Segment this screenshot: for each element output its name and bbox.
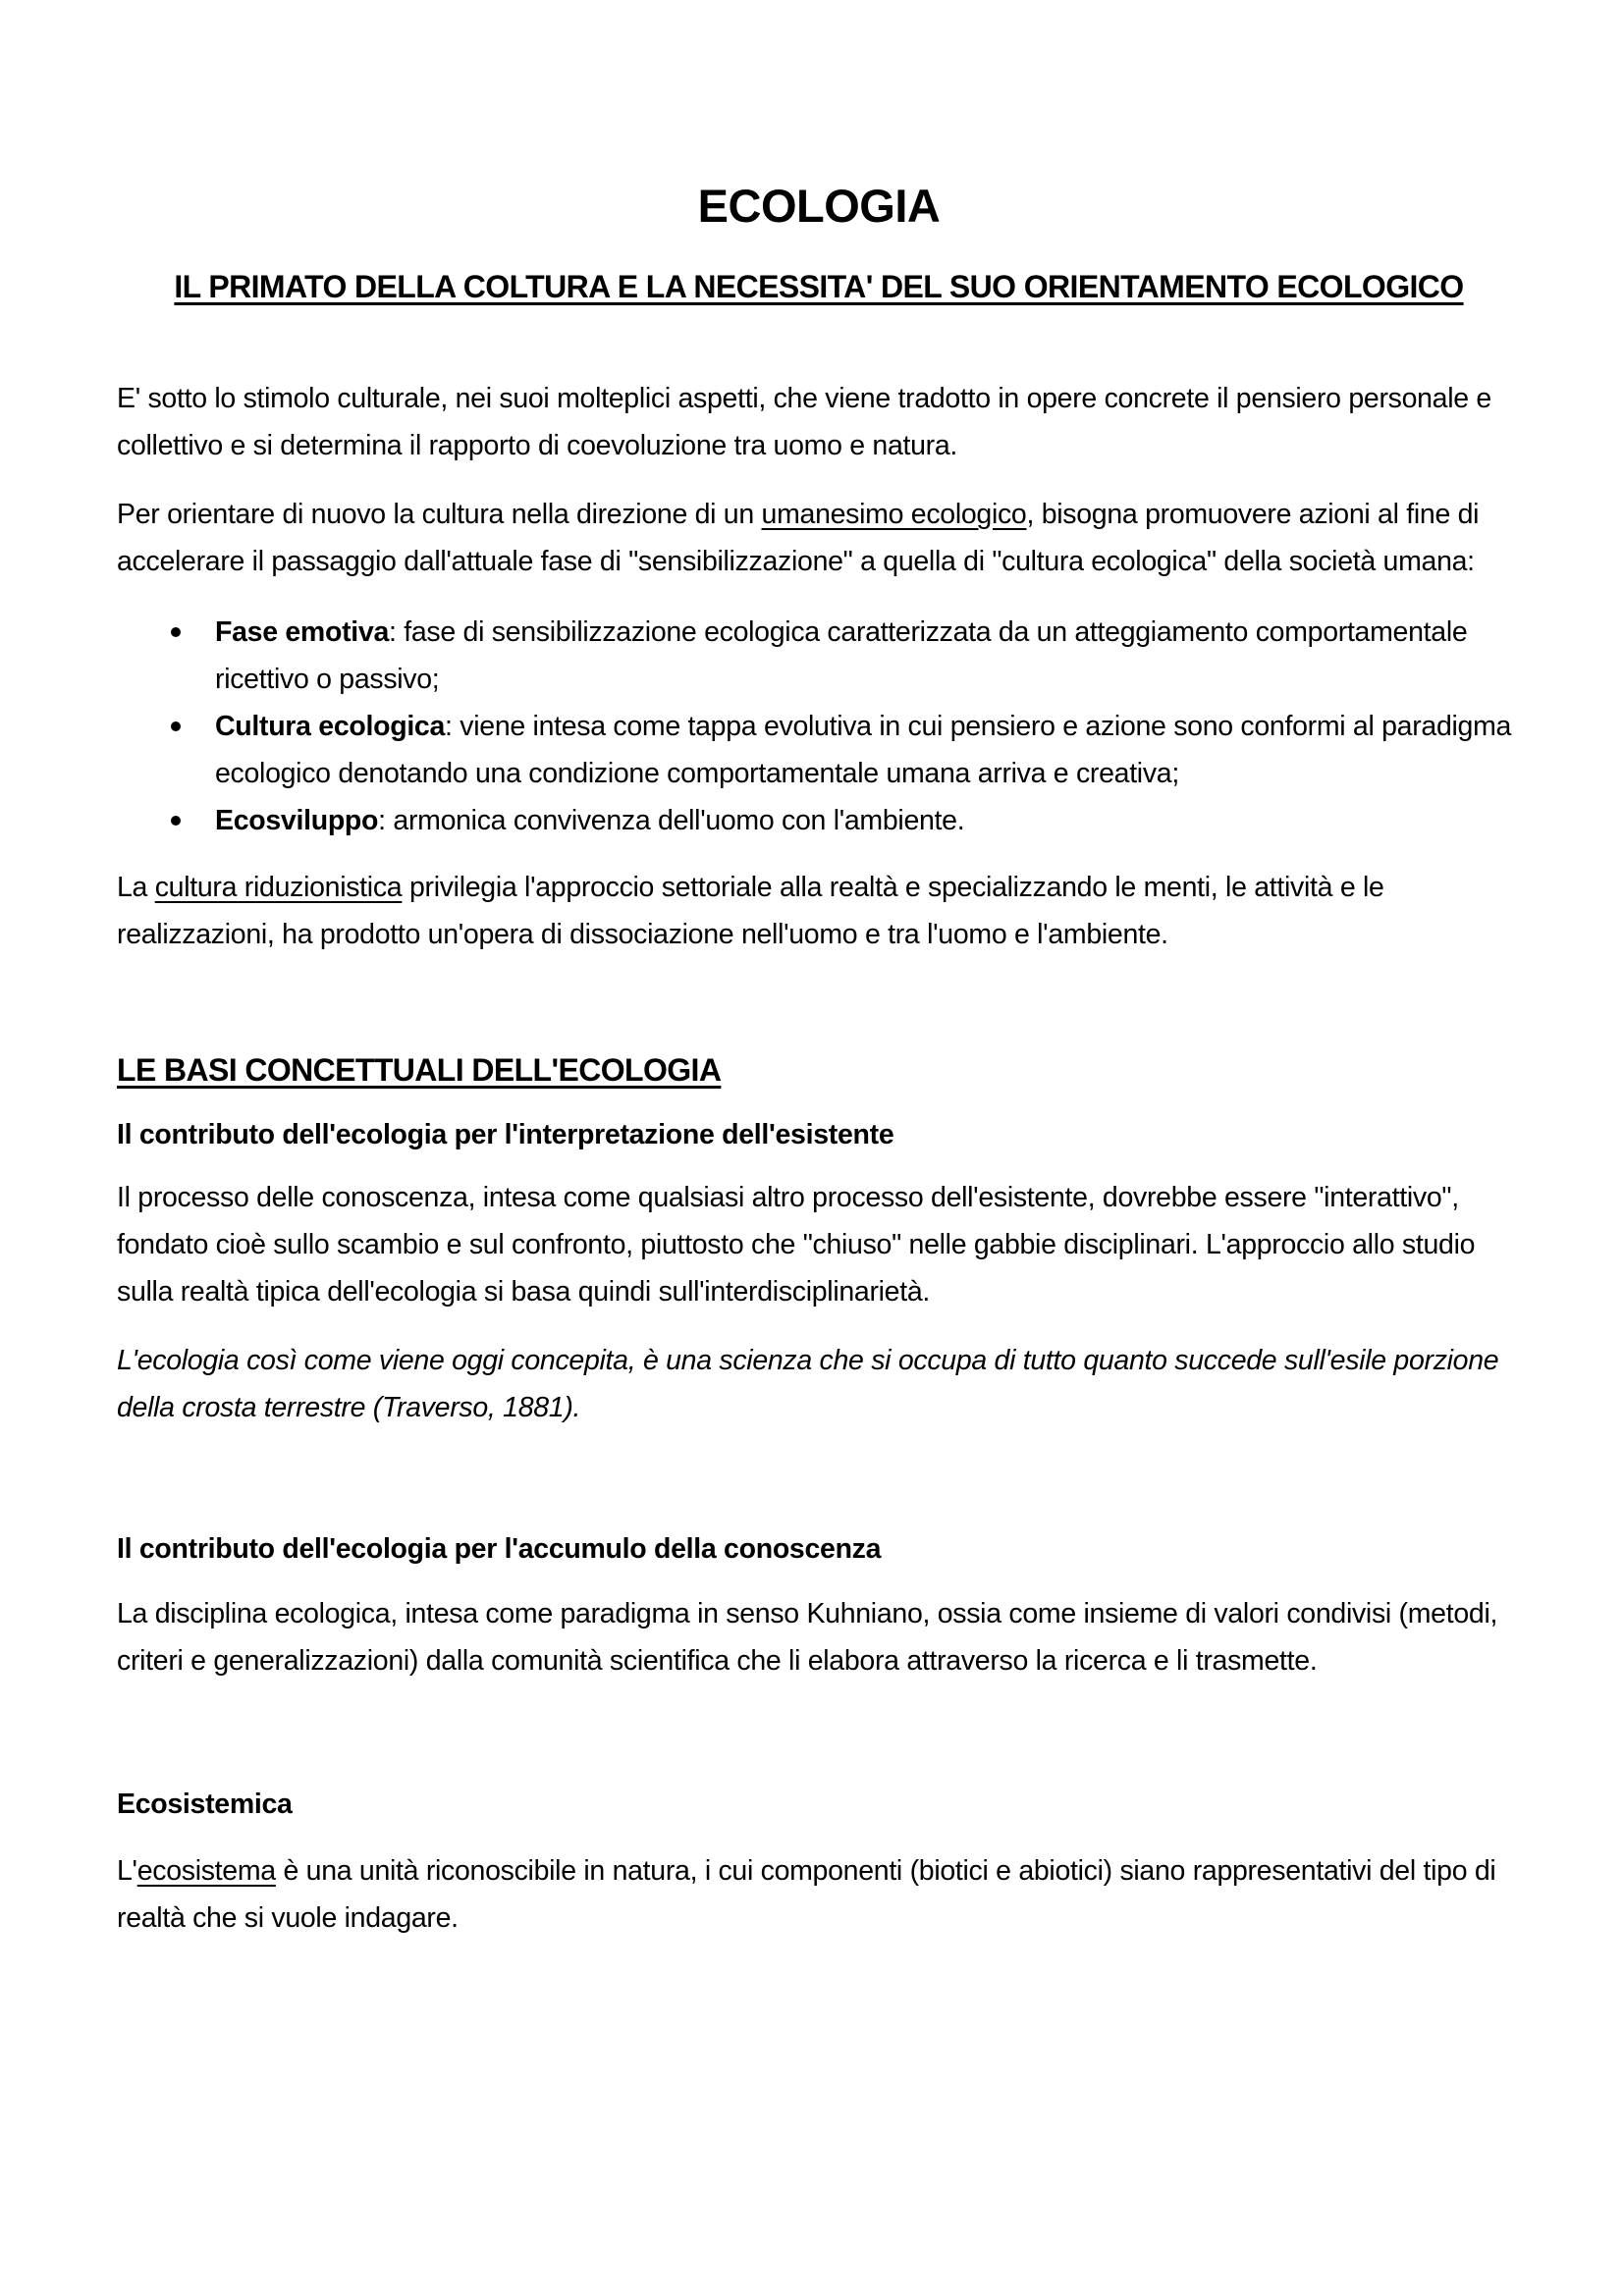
list-item-term: Fase emotiva <box>215 616 389 648</box>
list-item-term: Cultura ecologica <box>215 711 446 742</box>
accumulation-paragraph: La disciplina ecologica, intesa come paradigma in senso Kuhniano, ossia come insieme di valori condivisi (metodi, criteri e generalizzazioni) dalla comunità scientifica che li elabora attraverso la ricerca e li trasmette. <box>117 1598 1498 1677</box>
interpretation-heading: Il contributo dell'ecologia per l'interpretazione dell'esistente <box>117 1119 894 1150</box>
intro-paragraph-2 <box>117 491 1521 585</box>
bullet-icon <box>171 627 181 637</box>
intro-p2-after: , bisogna promuovere azioni al fine di accelerare il passaggio dall'attuale fase di "sensibilizzazione" a quella di "cultura ecologica" della società umana: <box>117 499 1480 577</box>
bullet-icon <box>171 721 181 731</box>
phase-list <box>117 609 1521 844</box>
reduction-paragraph <box>117 864 1521 958</box>
ecosystemic-paragraph <box>117 1847 1521 1942</box>
list-item <box>117 797 1521 844</box>
intro-paragraph-1: E' sotto lo stimolo culturale, nei suoi molteplici aspetti, che viene tradotto in opere concrete il pensiero personale e collettivo e si determina il rapporto di coevoluzione tra uomo e natura. <box>117 383 1491 461</box>
cultura-riduzionistica-link: cultura riduzionistica <box>154 872 403 903</box>
ecosystemic-heading: Ecosistemica <box>117 1789 293 1820</box>
interpretation-quote: L'ecologia così come viene oggi concepita, è una scienza che si occupa di tutto quanto succede sull'esile porzione della crosta terrestre (Traverso, 1881). <box>117 1345 1499 1423</box>
document-page <box>117 177 1521 1942</box>
list-item-text: : armonica convivenza dell'uomo con l'ambiente. <box>378 805 965 836</box>
list-item-text: : fase di sensibilizzazione ecologica caratterizzata da un atteggiamento comportamentale ricettivo o passivo; <box>215 616 1468 695</box>
intro-p2-before: Per orientare di nuovo la cultura nella direzione di un <box>117 499 762 530</box>
ecosystemic-before: L' <box>117 1855 137 1887</box>
reduction-before: La <box>117 872 155 903</box>
interpretation-paragraph: Il processo delle conoscenza, intesa come qualsiasi altro processo dell'esistente, dovrebbe essere "interattivo", fondato cioè sullo scambio e sul confronto, piuttosto che "chiuso" nelle gabbie disciplinari. L'approccio allo studio sulla realtà tipica dell'ecologia si basa quindi sull'interdisciplinarietà. <box>117 1182 1476 1308</box>
list-item <box>117 609 1521 703</box>
umanesimo-ecologico-link: umanesimo ecologico <box>761 499 1027 530</box>
list-item <box>117 703 1521 797</box>
list-item-text: : viene intesa come tappa evolutiva in cui pensiero e azione sono conformi al paradigma ecologico denotando una condizione comportamentale umana arriva e creativa; <box>215 711 1512 789</box>
accumulation-heading: Il contributo dell'ecologia per l'accumulo della conoscenza <box>117 1533 882 1565</box>
page-title: ECOLOGIA <box>697 180 941 232</box>
ecosistema-link: ecosistema <box>136 1855 276 1887</box>
section-title: LE BASI CONCETTUALI DELL'ECOLOGIA <box>117 1052 722 1088</box>
list-item-term: Ecosviluppo <box>215 805 379 836</box>
reduction-after: privilegia l'approccio settoriale alla realtà e specializzando le menti, le attività e le realizzazioni, ha prodotto un'opera di dissociazione nell'uomo e tra l'uomo e l'ambiente. <box>117 872 1384 950</box>
ecosystemic-after: è una unità riconoscibile in natura, i cui componenti (biotici e abiotici) siano rappresentativi del tipo di realtà che si vuole indagare. <box>117 1855 1496 1934</box>
page-subtitle: IL PRIMATO DELLA COLTURA E LA NECESSITA' DEL SUO ORIENTAMENTO ECOLOGICO <box>174 269 1464 304</box>
bullet-icon <box>171 816 181 826</box>
